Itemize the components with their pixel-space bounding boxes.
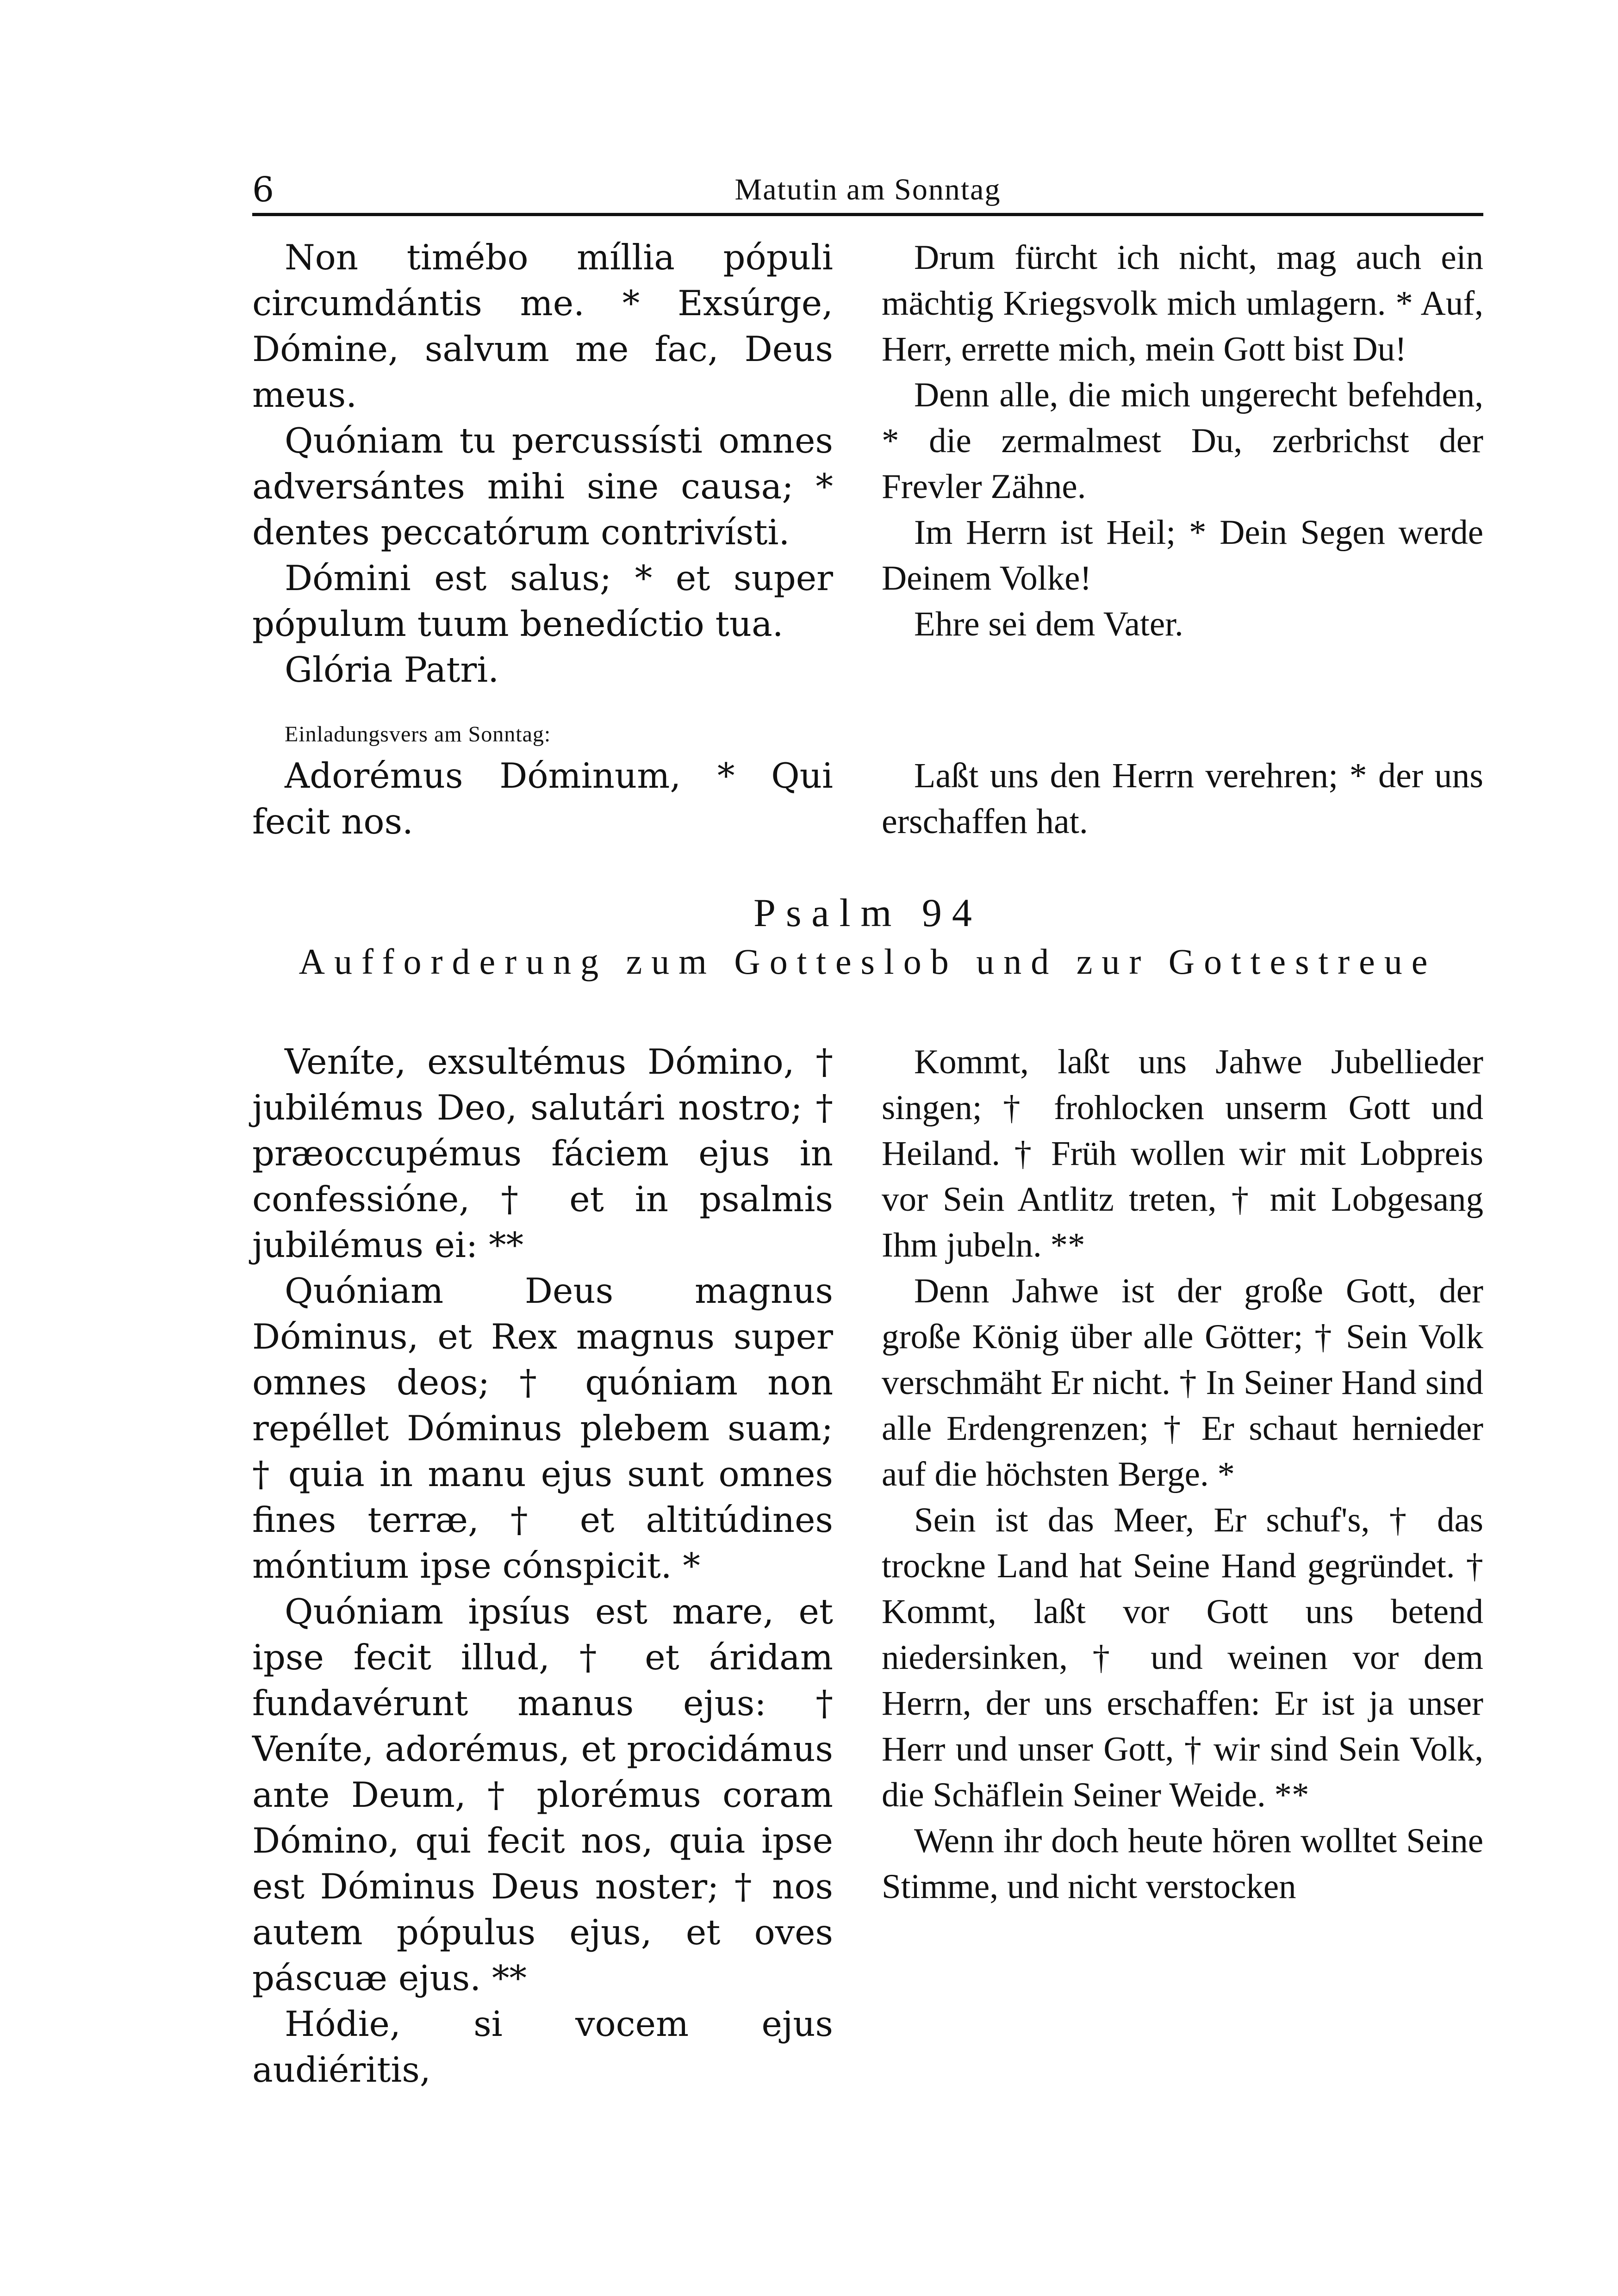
page-header	[252, 167, 1483, 216]
german-column	[882, 1039, 1483, 2093]
invitatory	[252, 716, 1483, 845]
latin-doxology: Glória Patri.	[285, 649, 499, 690]
german-verse: Sein ist das Meer, Er schuf's, † das trockne Land hat Seine Hand gegründet. † Kommt, laßt vor Gott uns betend niedersinken, † und weinen vor dem Herrn, der uns erschaffen: Er ist ja unser Herr und unser Gott, † wir sind Sein Volk, die Schäflein Seiner Weide. **	[882, 1501, 1483, 1814]
latin-verse: Non timébo míllia pópuli circumdántis me. * Exsúrge, Dómine, salvum me fac, Deus meus.	[252, 237, 833, 415]
psalm-subtitle: Aufforderung zum Gotteslob und zur Gottestreue	[299, 941, 1437, 982]
section-2	[252, 1039, 1483, 2093]
german-verse: Denn Jahwe ist der große Gott, der große König über alle Götter; † Sein Volk verschmäht Er nicht. † In Seiner Hand sind alle Erdengrenzen; † Er schaut hernieder auf die höchsten Berge. *	[882, 1272, 1483, 1493]
latin-verse: Quóniam tu percussísti omnes adversántes mihi sine causa; * dentes peccatórum contrivísti.	[252, 420, 833, 553]
latin-verse: Hódie, si vocem ejus audiéritis,	[252, 2004, 833, 2090]
german-verse: Drum fürcht ich nicht, mag auch ein mächtig Kriegsvolk mich umlagern. * Auf, Herr, errette mich, mein Gott bist Du!	[882, 238, 1483, 368]
running-title: Matutin am Sonntag	[734, 173, 1001, 206]
section-1	[252, 235, 1483, 693]
german-doxology: Ehre sei dem Vater.	[914, 605, 1183, 643]
latin-column	[252, 1039, 833, 2093]
psalm-heading	[252, 889, 1483, 986]
page-number: 6	[252, 170, 274, 210]
invitatory-latin-text: Adorémus Dóminum, * Qui fecit nos.	[252, 755, 833, 842]
german-verse: Wenn ihr doch heute hören wolltet Seine Stimme, und nicht verstocken	[882, 1822, 1483, 1906]
german-verse: Denn alle, die mich ungerecht befehden, * die zermalmest Du, zerbrichst der Frevler Zähne.	[882, 376, 1483, 506]
invitatory-label: Einladungsvers am Sonntag:	[285, 722, 551, 747]
psalm-title: Psalm 94	[753, 890, 982, 935]
latin-verse: Quóniam ipsíus est mare, et ipse fecit illud, † et áridam fundavérunt manus ejus: † Veníte, adorémus, et procidámus ante Deum, † plorémus coram Dómino, qui fecit nos, quia ipse est Dóminus Deus noster; † nos autem pópulus ejus, et oves páscuæ ejus. **	[252, 1591, 833, 1998]
invitatory-latin	[252, 716, 833, 845]
german-verse: Kommt, laßt uns Jahwe Jubellieder singen; † frohlocken unserm Gott und Heiland. † Früh wollen wir mit Lobpreis vor Sein Antlitz treten, † mit Lobgesang Ihm jubeln. **	[882, 1043, 1483, 1264]
page	[252, 167, 1483, 2212]
latin-verse: Dómini est salus; * et super pópulum tuum benedíctio tua.	[252, 558, 833, 644]
latin-column	[252, 235, 833, 693]
german-column	[882, 235, 1483, 693]
invitatory-german	[882, 716, 1483, 845]
german-verse: Im Herrn ist Heil; * Dein Segen werde Deinem Volke!	[882, 513, 1483, 597]
latin-verse: Veníte, exsultémus Dómino, † jubilémus Deo, salutári nostro; † præoccupémus fáciem ejus in confessióne, † et in psalmis jubilémus ei: **	[252, 1041, 833, 1265]
latin-verse: Quóniam Deus magnus Dóminus, et Rex magnus super omnes deos; † quóniam non repéllet Dóminus plebem suam; † quia in manu ejus sunt omnes fines terræ, † et altitúdines móntium ipse cónspicit. *	[252, 1270, 833, 1586]
invitatory-german-text: Laßt uns den Herrn verehren; * der uns erschaffen hat.	[882, 756, 1483, 841]
